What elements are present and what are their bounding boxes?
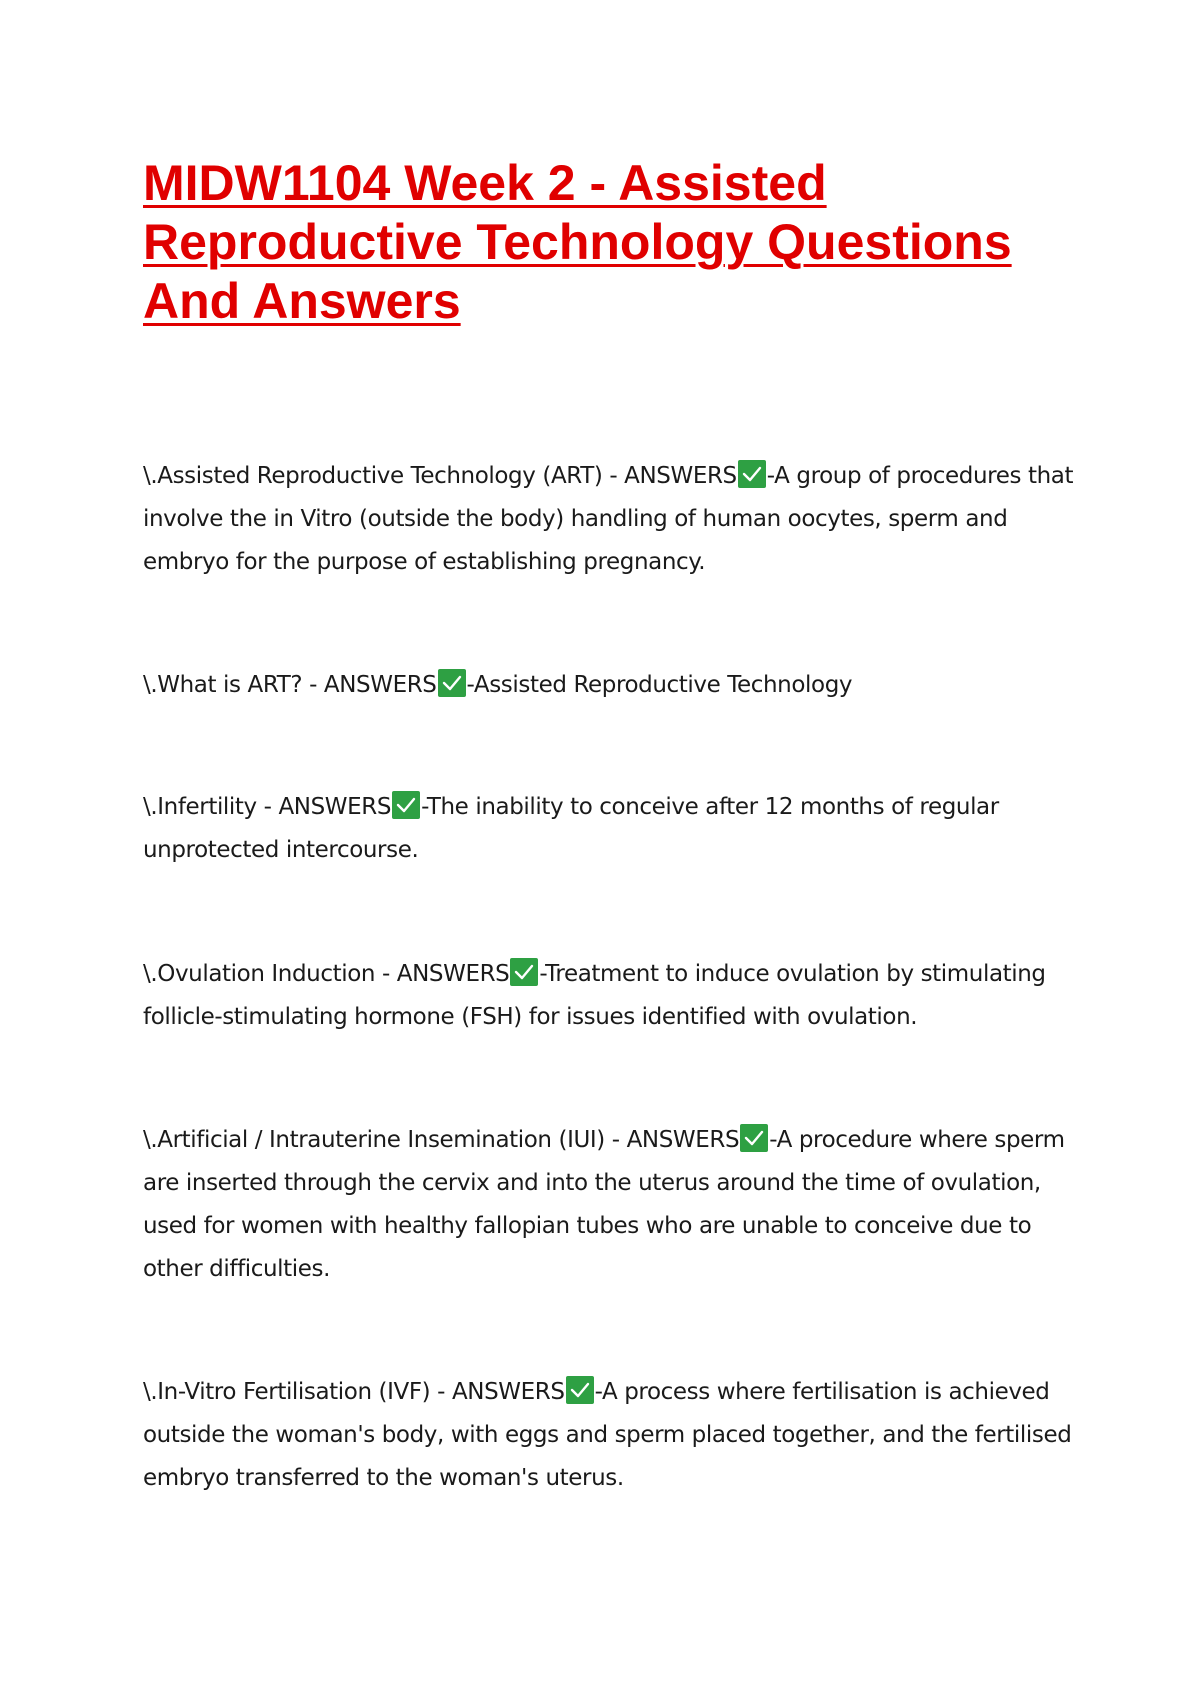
answer-text: -A group of procedures that involve the in Vitro (outside the body) handling of human oocytes, sperm and embryo for the purpose of establishing pregnancy.	[143, 463, 1074, 575]
answer-text: -A procedure where sperm are inserted through the cervix and into the uterus around the time of ovulation, used for women with healthy fallopian tubes who are unable to conceive due to other difficulties.	[143, 1127, 1065, 1282]
checkmark-icon	[738, 460, 766, 488]
qa-item	[143, 1371, 1078, 1500]
qa-item	[143, 786, 1078, 872]
question-text: \.Infertility - ANSWERS	[143, 794, 392, 820]
qa-item	[143, 1119, 1078, 1291]
checkmark-icon	[392, 791, 420, 819]
answer-text: -Assisted Reproductive Technology	[466, 672, 853, 698]
checkmark-icon	[438, 669, 466, 697]
answer-text: -The inability to conceive after 12 months of regular unprotected intercourse.	[143, 794, 999, 863]
qa-item	[143, 455, 1078, 584]
checkmark-icon	[740, 1124, 768, 1152]
qa-item	[143, 953, 1078, 1039]
page-title: MIDW1104 Week 2 - Assisted Reproductive Technology Questions And Answers	[143, 155, 1012, 329]
question-text: \.In-Vitro Fertilisation (IVF) - ANSWERS	[143, 1379, 565, 1405]
question-text: \.Assisted Reproductive Technology (ART) - ANSWERS	[143, 463, 737, 489]
checkmark-icon	[566, 1376, 594, 1404]
qa-item	[143, 664, 1078, 707]
checkmark-icon	[510, 958, 538, 986]
question-text: \.What is ART? - ANSWERS	[143, 672, 437, 698]
question-text: \.Artificial / Intrauterine Insemination (IUI) - ANSWERS	[143, 1127, 740, 1153]
question-text: \.Ovulation Induction - ANSWERS	[143, 961, 510, 987]
answer-text: -A process where fertilisation is achieved outside the woman's body, with eggs and sperm placed together, and the fertilised embryo transferred to the woman's uterus.	[143, 1379, 1072, 1491]
answer-text: -Treatment to induce ovulation by stimulating follicle-stimulating hormone (FSH) for issues identified with ovulation.	[143, 961, 1046, 1030]
